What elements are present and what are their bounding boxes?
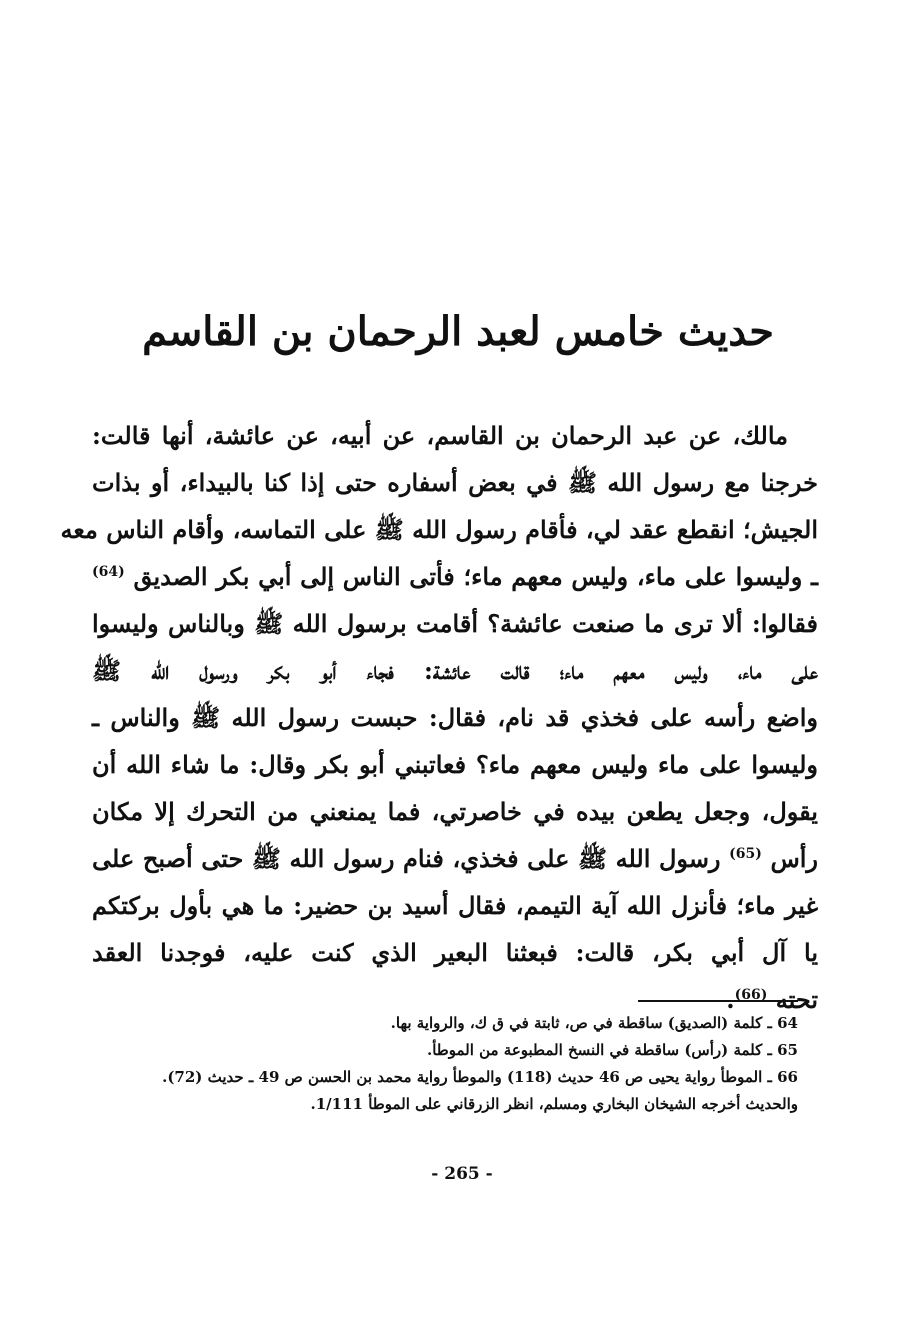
hadith-title: حديث خامس لعبد الرحمان بن القاسم <box>142 308 774 355</box>
footnote: 65 ـ كلمة (رأس) ساقطة في النسخ المطبوعة من الموطأ. <box>427 1041 798 1059</box>
text-line-content: . <box>726 985 735 1014</box>
text-line <box>92 788 818 835</box>
text-line <box>92 553 818 600</box>
text-line <box>92 412 818 459</box>
text-line-content: الجيش؛ انقطع عقد لي، فأقام رسول الله ﷺ على التماسه، وأقام الناس معه <box>60 515 818 544</box>
footnote-ref: (65) <box>729 846 762 862</box>
text-line <box>92 647 818 694</box>
footnote-ref: (64) <box>92 564 125 580</box>
footnote: والحديث أخرجه الشيخان البخاري ومسلم، انظر الزرقاني على الموطأ 1/111. <box>310 1095 798 1113</box>
text-line-content: غير ماء؛ فأنزل الله آية التيمم، فقال أسيد بن حضير: ما هي بأول بركتكم <box>92 891 818 920</box>
text-line <box>60 506 818 553</box>
text-line-content: خرجنا مع رسول الله ﷺ في بعض أسفاره حتى إذا كنا بالبيداء، أو بذات <box>92 468 818 497</box>
text-line <box>92 929 818 976</box>
text-line-content: رسول الله ﷺ على فخذي، فنام رسول الله ﷺ حتى أصبح على <box>92 844 721 873</box>
text-line <box>92 741 818 788</box>
text-line <box>92 835 818 882</box>
footnotes <box>150 1010 798 1118</box>
text-line-content: يقول، وجعل يطعن بيده في خاصرتي، فما يمنعني من التحرك إلا مكان <box>92 797 818 826</box>
footnote: 66 ـ الموطأ رواية يحيى ص 46 حديث (118) والموطأ رواية محمد بن الحسن ص 49 ـ حديث (72). <box>162 1068 798 1086</box>
text-line <box>92 882 818 929</box>
text-line-content: على ماء، وليس معهم ماء؛ قالت عائشة: فجاء أبو بكر ورسول الله ﷺ <box>92 656 818 685</box>
page-number: - 265 - <box>431 1164 493 1184</box>
text-line-content: وليسوا على ماء وليس معهم ماء؟ فعاتبني أبو بكر وقال: ما شاء الله أن <box>92 750 818 779</box>
text-line-content: واضع رأسه على فخذي قد نام، فقال: حبست رسول الله ﷺ والناس ـ <box>92 703 818 732</box>
footnote-ref: (66) <box>734 987 768 1003</box>
text-line <box>92 694 818 741</box>
text-line <box>92 600 818 647</box>
text-line-content: تحته <box>775 985 818 1014</box>
footnote-separator <box>638 1000 798 1002</box>
footnote: 64 ـ كلمة (الصديق) ساقطة في ص، ثابتة في ق ك، والرواية بها. <box>390 1014 798 1032</box>
text-line <box>92 459 818 506</box>
text-line-content: فقالوا: ألا ترى ما صنعت عائشة؟ أقامت برسول الله ﷺ وبالناس وليسوا <box>92 609 818 638</box>
hadith-text <box>60 412 819 1023</box>
text-line-content: يا آل أبي بكر، قالت: فبعثنا البعير الذي كنت عليه، فوجدنا العقد <box>92 938 818 967</box>
text-line-content: ـ وليسوا على ماء، وليس معهم ماء؛ فأتى الناس إلى أبي بكر الصديق <box>133 562 819 591</box>
text-line-content: مالك، عن عبد الرحمان بن القاسم، عن أبيه، عن عائشة، أنها قالت: <box>92 421 788 450</box>
text-line-content: رأس <box>770 844 818 873</box>
